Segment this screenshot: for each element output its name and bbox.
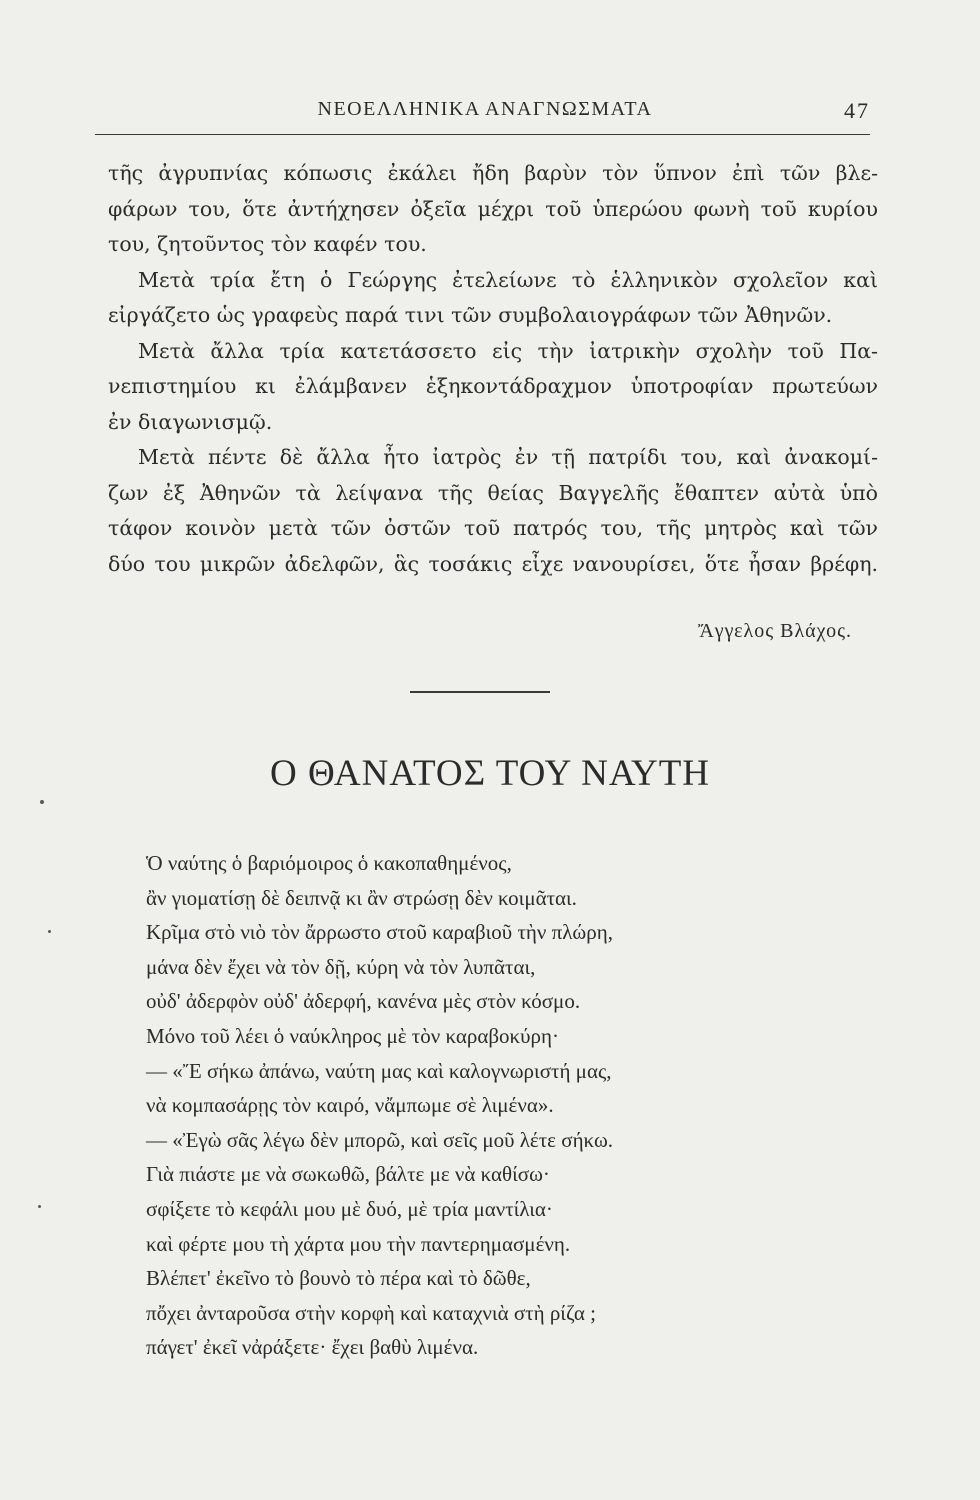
prose-line: εἰργάζετο ὡς γραφεὺς παρά τινι τῶν συμβολαιογράφων τῶν Ἀθηνῶν.	[108, 303, 833, 327]
poem-verse: σφίξετε τὸ κεφάλι μου μὲ δυό, μὲ τρία μαντίλια·	[146, 1196, 553, 1221]
poem-verse: — «Ἐγὼ σᾶς λέγω δὲν μπορῶ, καὶ σεῖς μοῦ λέτε σήκω.	[146, 1127, 614, 1152]
prose-line: Μετὰ ἄλλα τρία κατετάσσετο εἰς τὴν ἰατρικὴν σχολὴν τοῦ Πα-	[138, 338, 878, 363]
poem-verse: Μόνο τοῦ λέει ὁ ναύκληρος μὲ τὸν καραβοκύρη·	[146, 1023, 559, 1048]
poem-verse: Ὁ ναύτης ὁ βαριόμοιρος ὁ κακοπαθημένος,	[146, 851, 512, 875]
prose-line: τάφον κοινὸν μετὰ τῶν ὀστῶν τοῦ πατρός του, τῆς μητρὸς καὶ τῶν	[108, 516, 878, 540]
poem-verse: Κρῖμα στὸ νιὸ τὸν ἄρρωστο στοῦ καραβιοῦ τὴν πλώρη,	[146, 920, 613, 945]
poem-verse: νὰ κομπασάρῃς τὸν καιρό, νἄμπωμε σὲ λιμένα».	[146, 1093, 554, 1118]
prose-line: νεπιστημίου κι ἐλάμβανεν ἑξηκοντάδραχμον ὑποτροφίαν πρωτεύων	[108, 374, 878, 398]
poem-verse: Γιὰ πιάστε με νὰ σωκωθῶ, βάλτε με νὰ καθίσω·	[146, 1162, 550, 1187]
running-title: ΝΕΟΕΛΛΗΝΙΚΑ ΑΝΑΓΝΩΣΜΑΤΑ	[317, 98, 653, 120]
prose-line: του, ζητοῦντος τὸν καφέν του.	[108, 232, 427, 256]
prose-line: φάρων του, ὅτε ἀντήχησεν ὀξεῖα μέχρι τοῦ ὑπερώου φωνὴ τοῦ κυρίου	[108, 196, 878, 221]
header-rule	[95, 134, 870, 135]
poem-title: Ο ΘΑΝΑΤΟΣ ΤΟΥ ΝΑΥΤΗ	[269, 753, 711, 794]
poem-verse: πὄχει ἀνταροῦσα στὴν κορφὴ καὶ καταχνιὰ στὴ ρίζα ;	[146, 1300, 596, 1325]
paper-speck	[38, 1205, 41, 1208]
poem-verse: οὐδ' ἀδερφὸν οὐδ' ἀδερφή, κανένα μὲς στὸν κόσμο.	[146, 989, 581, 1014]
prose-line: Μετὰ τρία ἔτη ὁ Γεώργης ἐτελείωνε τὸ ἑλληνικὸν σχολεῖον καὶ	[138, 267, 878, 292]
author-signature: Ἄγγελος Βλάχος.	[697, 620, 852, 642]
prose-line: δύο του μικρῶν ἀδελφῶν, ἃς τοσάκις εἶχε νανουρίσει, ὅτε ἦσαν βρέφη.	[108, 551, 878, 576]
poem-verse: πάγετ' ἐκεῖ νἀράξετε· ἔχει βαθὺ λιμένα.	[146, 1335, 479, 1360]
poem-verse: — «Ἔ σήκω ἀπάνω, ναύτη μας καὶ καλογνωριστή μας,	[146, 1058, 612, 1083]
running-head	[100, 98, 870, 128]
paper-speck	[48, 930, 51, 933]
poem-verse: ἂν γιοματίσῃ δὲ δειπνᾷ κι ἂν στρώσῃ δὲν κοιμᾶται.	[146, 885, 577, 910]
prose-line: Μετὰ πέντε δὲ ἄλλα ἦτο ἰατρὸς ἐν τῇ πατρίδι του, καὶ ἀνακομί-	[138, 445, 878, 469]
prose-line: τῆς ἀγρυπνίας κόπωσις ἐκάλει ἤδη βαρὺν τὸν ὕπνον ἐπὶ τῶν βλε-	[108, 161, 878, 185]
prose-line: ζων ἐξ Ἀθηνῶν τὰ λείψανα τῆς θείας Βαγγελῆς ἔθαπτεν αὐτὰ ὑπὸ	[108, 480, 878, 505]
poem-verse: Βλέπετ' ἐκεῖνο τὸ βουνὸ τὸ πέρα καὶ τὸ δῶθε,	[146, 1266, 531, 1291]
section-divider	[410, 691, 550, 693]
poem-verse: καὶ φέρτε μου τὴ χάρτα μου τὴν παντερημασμένη.	[146, 1231, 571, 1256]
prose-text	[108, 156, 878, 582]
prose-line: ἐν διαγωνισμῷ.	[108, 409, 273, 434]
poem-verse: μάνα δὲν ἔχει νὰ τὸν δῇ, κύρη νὰ τὸν λυπᾶται,	[146, 954, 536, 979]
poem-text	[146, 846, 846, 1365]
paper-speck	[40, 800, 44, 804]
page-number: 47	[844, 98, 870, 123]
